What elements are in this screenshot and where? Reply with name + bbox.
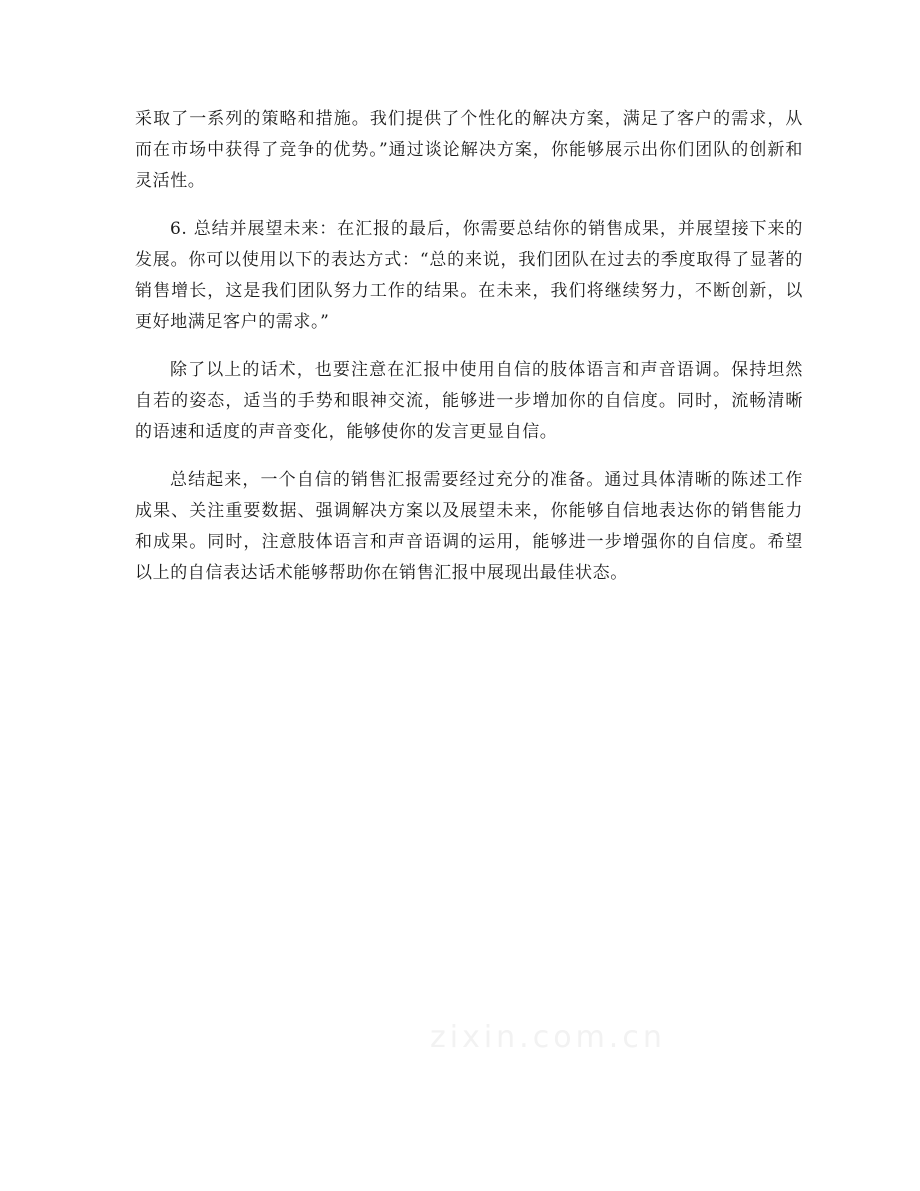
paragraph-conclusion: 总结起来，一个自信的销售汇报需要经过充分的准备。通过具体清晰的陈述工作成果、关注重要数据、强调解决方案以及展望未来，你能够自信地表达你的销售能力和成果。同时，注意肢体语言和声音语调的运用，能够进一步增强你的自信度。希望以上的自信表达话术能够帮助你在销售汇报中展现出最佳状态。: [135, 470, 803, 583]
watermark-text: zixin.com.cn: [430, 1020, 666, 1055]
paragraph-body-language: 除了以上的话术，也要注意在汇报中使用自信的肢体语言和声音语调。保持坦然自若的姿态，适当的手势和眼神交流，能够进一步增加你的自信度。同时，流畅清晰的语速和适度的声音变化，能够使你的发言更显自信。: [135, 360, 803, 442]
paragraph-summary-outlook: 6. 总结并展望未来：在汇报的最后，你需要总结你的销售成果，并展望接下来的发展。你可以使用以下的表达方式：“总的来说，我们团队在过去的季度取得了显著的销售增长，这是我们团队努力工作的结果。在未来，我们将继续努力，不断创新，以更好地满足客户的需求。”: [135, 219, 803, 332]
paragraph-continuation: 采取了一系列的策略和措施。我们提供了个性化的解决方案，满足了客户的需求，从而在市场中获得了竞争的优势。”通过谈论解决方案，你能够展示出你们团队的创新和灵活性。: [135, 109, 803, 191]
document-body: [135, 104, 803, 606]
